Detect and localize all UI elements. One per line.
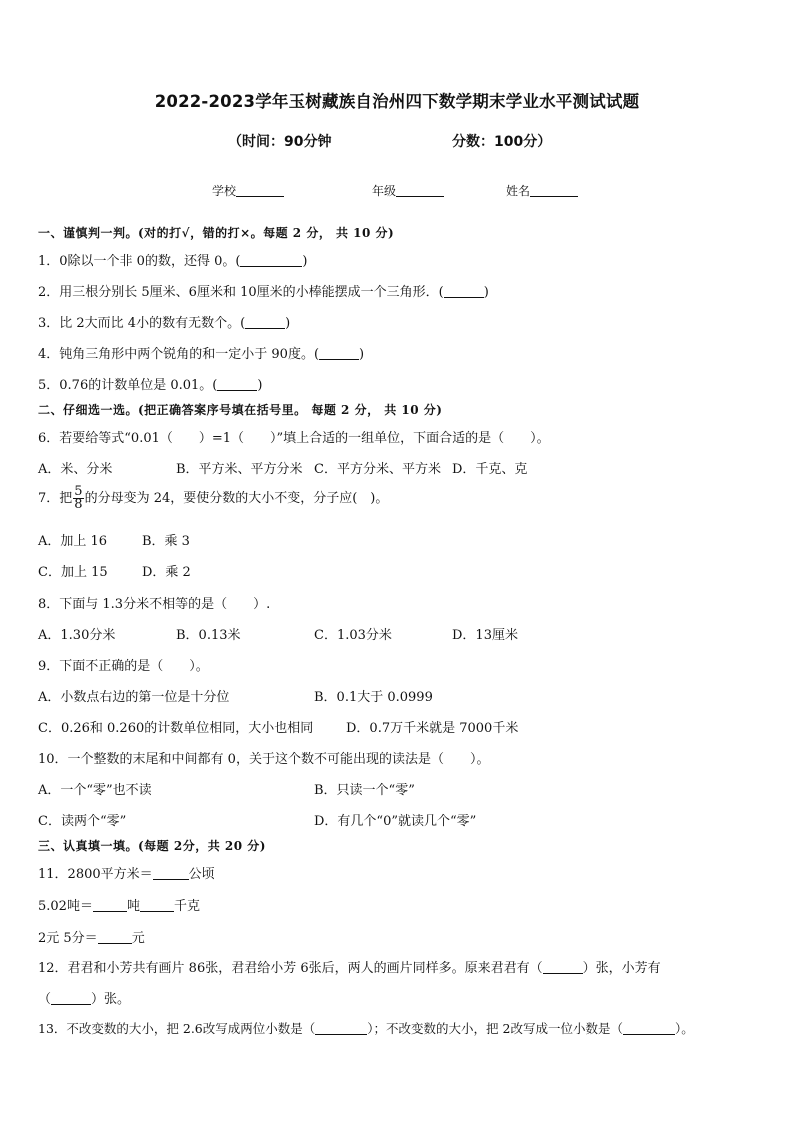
question-8-option-b: B．0.13米 <box>176 628 241 643</box>
question-11-text: 2元 5分＝ <box>38 931 98 946</box>
name-label: 姓名 <box>506 184 531 198</box>
question-11-part-2 <box>38 895 200 914</box>
question-13-text: ）。 <box>674 1021 694 1036</box>
question-3 <box>38 312 290 331</box>
question-11-text: 5.02吨＝ <box>38 899 93 914</box>
question-7-suffix: 的分母变为 24，要使分数的大小不变，分子应( )。 <box>84 491 389 506</box>
question-9-option-d: D．0.7万千米就是 7000千米 <box>346 721 519 736</box>
question-11-part-3 <box>38 927 145 946</box>
question-4 <box>38 343 364 362</box>
answer-blank <box>319 347 359 360</box>
question-6-option-c: C．平方分米、平方米 <box>314 462 441 477</box>
question-11-text: 11．2800平方米＝ <box>38 867 153 882</box>
question-2 <box>38 281 489 300</box>
question-1 <box>38 250 308 269</box>
question-10-option-d: D．有几个“0”就读几个“零” <box>314 814 477 829</box>
school-field <box>212 182 284 199</box>
question-5-text: 5．0.76的计数单位是 0.01。( <box>38 378 218 393</box>
answer-blank <box>51 992 91 1005</box>
question-7 <box>38 486 388 511</box>
section-3-heading: 三、认真填一填。(每题 2分，共 20 分) <box>38 839 266 853</box>
question-10: 10．一个整数的末尾和中间都有 0，关于这个数不可能出现的读法是（ ）。 <box>38 752 490 767</box>
fraction-numerator: 5 <box>74 484 83 499</box>
school-label: 学校 <box>212 184 237 198</box>
exam-time: （时间：90分钟 <box>228 134 332 150</box>
grade-field <box>372 182 444 199</box>
section-2-heading: 二、仔细选一选。(把正确答案序号填在括号里。 每题 2 分， 共 10 分) <box>38 403 443 417</box>
question-3-text: 3．比 2大而比 4小的数有无数个。( <box>38 316 246 331</box>
school-blank <box>236 184 284 197</box>
question-11-part-1 <box>38 863 215 882</box>
question-4-end: ) <box>359 347 365 362</box>
question-8: 8．下面与 1.3分米不相等的是（ ）. <box>38 597 271 612</box>
answer-blank <box>153 867 189 880</box>
question-12-text: ）张。 <box>91 992 131 1007</box>
question-6-option-d: D．千克、克 <box>452 462 528 477</box>
question-10-option-b: B．只读一个“零” <box>314 783 415 798</box>
question-6-option-b: B．平方米、平方分米 <box>176 462 303 477</box>
question-7-prefix: 7．把 <box>38 491 73 506</box>
answer-blank <box>315 1022 367 1035</box>
question-7-option-b: B．乘 3 <box>142 534 190 549</box>
question-12-text: 12．君君和小芳共有画片 86张，君君给小芳 6张后，两人的画片同样多。原来君君有（ <box>38 961 543 976</box>
question-10-option-c: C．读两个“零” <box>38 814 127 829</box>
question-8-option-a: A．1.30分米 <box>38 628 116 643</box>
question-9-option-b: B．0.1大于 0.0999 <box>314 690 433 705</box>
question-7-option-c: C．加上 15 <box>38 565 108 580</box>
question-8-option-d: D．13厘米 <box>452 628 518 643</box>
answer-blank <box>543 961 583 974</box>
question-5-end: ) <box>257 378 263 393</box>
answer-blank <box>217 378 257 391</box>
fraction <box>73 486 83 511</box>
exam-title: 2022-2023学年玉树藏族自治州四下数学期末学业水平测试试题 <box>154 92 640 111</box>
answer-blank <box>98 931 132 944</box>
question-11-unit: 吨 <box>126 899 140 914</box>
grade-blank <box>396 184 444 197</box>
name-field <box>506 182 578 199</box>
question-13-text: 13．不改变数的大小，把 2.6改写成两位小数是（ <box>38 1021 316 1036</box>
question-12-text: ）张，小芳有 <box>582 961 661 976</box>
answer-blank <box>93 899 127 912</box>
question-1-end: ) <box>302 254 308 269</box>
question-7-option-d: D．乘 2 <box>142 565 191 580</box>
question-13-text: ）；不改变数的大小，把 2改写成一位小数是（ <box>367 1021 623 1036</box>
question-2-end: ) <box>483 285 489 300</box>
answer-blank <box>444 285 484 298</box>
question-7-option-a: A．加上 16 <box>38 534 108 549</box>
question-9-option-a: A．小数点右边的第一位是十分位 <box>38 690 230 705</box>
exam-score: 分数：100分） <box>452 134 552 150</box>
question-3-end: ) <box>285 316 291 331</box>
question-9-option-c: C．0.26和 0.260的计数单位相同，大小也相同 <box>38 721 314 736</box>
answer-blank <box>240 254 302 267</box>
question-11-unit: 千克 <box>173 899 200 914</box>
question-11-unit: 公顷 <box>188 867 215 882</box>
name-blank <box>530 184 578 197</box>
question-11-unit: 元 <box>131 931 145 946</box>
question-8-option-c: C．1.03分米 <box>314 628 392 643</box>
grade-label: 年级 <box>372 184 397 198</box>
question-12 <box>38 957 661 976</box>
question-9: 9．下面不正确的是（ ）。 <box>38 659 209 674</box>
question-6: 6．若要给等式“0.01（ ）=1（ ）”填上合适的一组单位，下面合适的是（ ）。 <box>38 431 550 446</box>
question-10-option-a: A．一个“零”也不读 <box>38 783 152 798</box>
question-13 <box>38 1019 694 1037</box>
answer-blank <box>140 899 174 912</box>
answer-blank <box>623 1022 675 1035</box>
question-6-option-a: A．米、分米 <box>38 462 113 477</box>
question-5 <box>38 374 262 393</box>
question-12-continued <box>38 988 130 1007</box>
question-2-text: 2．用三根分别长 5厘米、6厘米和 10厘米的小棒能摆成一个三角形．( <box>38 285 444 300</box>
question-4-text: 4．钝角三角形中两个锐角的和一定小于 90度。( <box>38 347 320 362</box>
fraction-denominator: 8 <box>74 497 83 512</box>
section-1-heading: 一、谨慎判一判。(对的打√，错的打×。每题 2 分， 共 10 分) <box>38 226 395 240</box>
answer-blank <box>245 316 285 329</box>
question-1-text: 1．0除以一个非 0的数，还得 0。( <box>38 254 241 269</box>
question-12-text: （ <box>38 992 52 1007</box>
